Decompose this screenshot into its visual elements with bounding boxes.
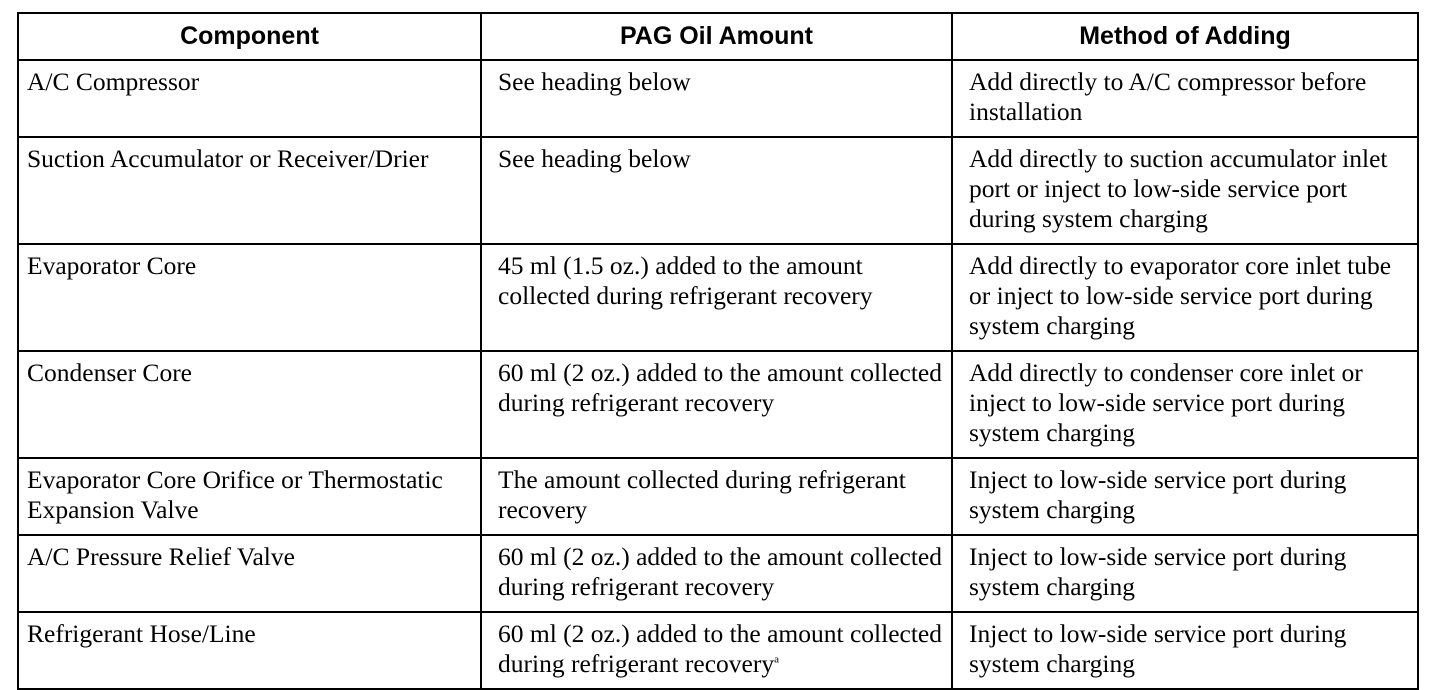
cell-component: Evaporator Core [18,244,481,351]
table-row [18,351,1418,458]
cell-component: A/C Compressor [18,60,481,137]
cell-method: Add directly to condenser core inlet or inject to low-side service port during system charging [952,351,1418,458]
table-row [18,137,1418,244]
cell-method: Inject to low-side service port during system charging [952,535,1418,612]
table-row [18,244,1418,351]
cell-amount-text: 60 ml (2 oz.) added to the amount collected during refrigerant recovery [498,619,942,678]
table-row [18,458,1418,535]
cell-amount: 60 ml (2 oz.) added to the amount collected during refrigerant recovery [481,351,952,458]
cell-amount: See heading below [481,137,952,244]
cell-amount: 60 ml (2 oz.) added to the amount collected during refrigerant recovery [481,535,952,612]
cell-component: Refrigerant Hose/Line [18,612,481,689]
cell-amount: 45 ml (1.5 oz.) added to the amount collected during refrigerant recovery [481,244,952,351]
cell-component: Evaporator Core Orifice or Thermostatic Expansion Valve [18,458,481,535]
table-header-row [18,13,1418,60]
cell-method: Add directly to evaporator core inlet tube or inject to low-side service port during system charging [952,244,1418,351]
cell-method: Add directly to suction accumulator inlet port or inject to low-side service port during system charging [952,137,1418,244]
table-row [18,60,1418,137]
footnote-marker: a [774,653,779,666]
pag-oil-table-container [17,12,1417,690]
cell-amount: See heading below [481,60,952,137]
cell-component: Condenser Core [18,351,481,458]
pag-oil-table [17,12,1419,690]
header-pag-oil-amount: PAG Oil Amount [481,13,952,60]
cell-amount: The amount collected during refrigerant recovery [481,458,952,535]
table-row [18,535,1418,612]
table-row [18,612,1418,689]
cell-component: Suction Accumulator or Receiver/Drier [18,137,481,244]
cell-component: A/C Pressure Relief Valve [18,535,481,612]
cell-method: Inject to low-side service port during system charging [952,612,1418,689]
cell-amount [481,612,952,689]
cell-method: Add directly to A/C compressor before installation [952,60,1418,137]
header-method-of-adding: Method of Adding [952,13,1418,60]
header-component: Component [18,13,481,60]
cell-method: Inject to low-side service port during system charging [952,458,1418,535]
